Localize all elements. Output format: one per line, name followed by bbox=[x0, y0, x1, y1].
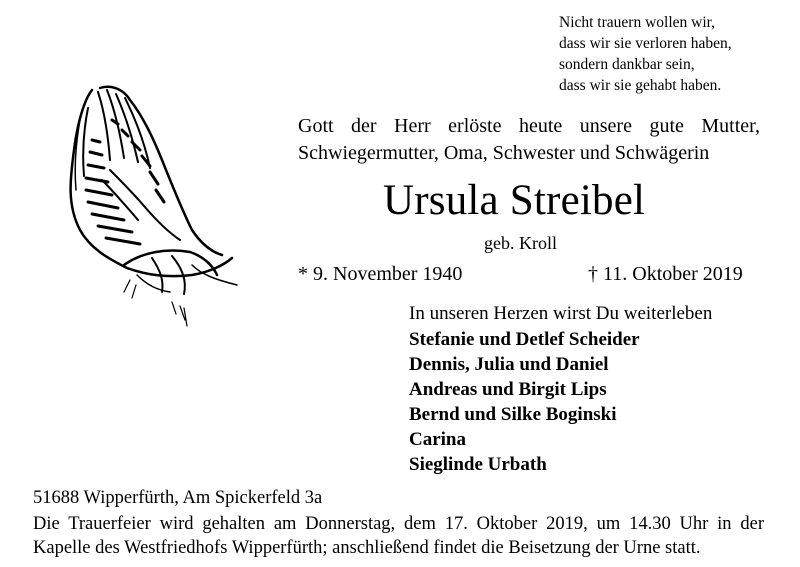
family-intro: In unseren Herzen wirst Du weiterleben bbox=[409, 303, 713, 324]
address: 51688 Wipperfürth, Am Spickerfeld 3a bbox=[33, 488, 323, 508]
mourners-list bbox=[409, 327, 640, 477]
poem-line: dass wir sie gehabt haben. bbox=[559, 77, 722, 94]
praying-hands-icon bbox=[52, 80, 252, 330]
birth-date: * 9. November 1940 bbox=[298, 263, 463, 285]
mourner: Andreas und Birgit Lips bbox=[409, 379, 607, 400]
service-line: Die Trauerfeier wird gehalten am Donnerstag, dem 17. Oktober 2019, um 14.30 Uhr in der bbox=[33, 514, 764, 534]
death-date: † 11. Oktober 2019 bbox=[588, 263, 743, 285]
intro-line: Schwiegermutter, Oma, Schwester und Schwägerin bbox=[298, 142, 710, 164]
mourner: Stefanie und Detlef Scheider bbox=[409, 329, 640, 350]
funeral-service-info bbox=[33, 512, 764, 560]
service-line: Kapelle des Westfriedhofs Wipperfürth; anschließend findet die Beisetzung der Urne statt. bbox=[33, 538, 701, 558]
memorial-poem bbox=[559, 12, 732, 96]
mourner: Dennis, Julia und Daniel bbox=[409, 354, 609, 375]
poem-line: dass wir sie verloren haben, bbox=[559, 35, 732, 52]
maiden-name: geb. Kroll bbox=[484, 233, 557, 253]
mourner: Sieglinde Urbath bbox=[409, 454, 547, 475]
mourner: Bernd und Silke Boginski bbox=[409, 404, 617, 425]
deceased-name: Ursula Streibel bbox=[383, 177, 646, 224]
intro-line: Gott der Herr erlöste heute unsere gute Mutter, bbox=[298, 115, 760, 137]
mourner: Carina bbox=[409, 429, 466, 450]
poem-line: Nicht trauern wollen wir, bbox=[559, 14, 716, 31]
poem-line: sondern dankbar sein, bbox=[559, 56, 695, 73]
intro-text bbox=[298, 113, 760, 167]
